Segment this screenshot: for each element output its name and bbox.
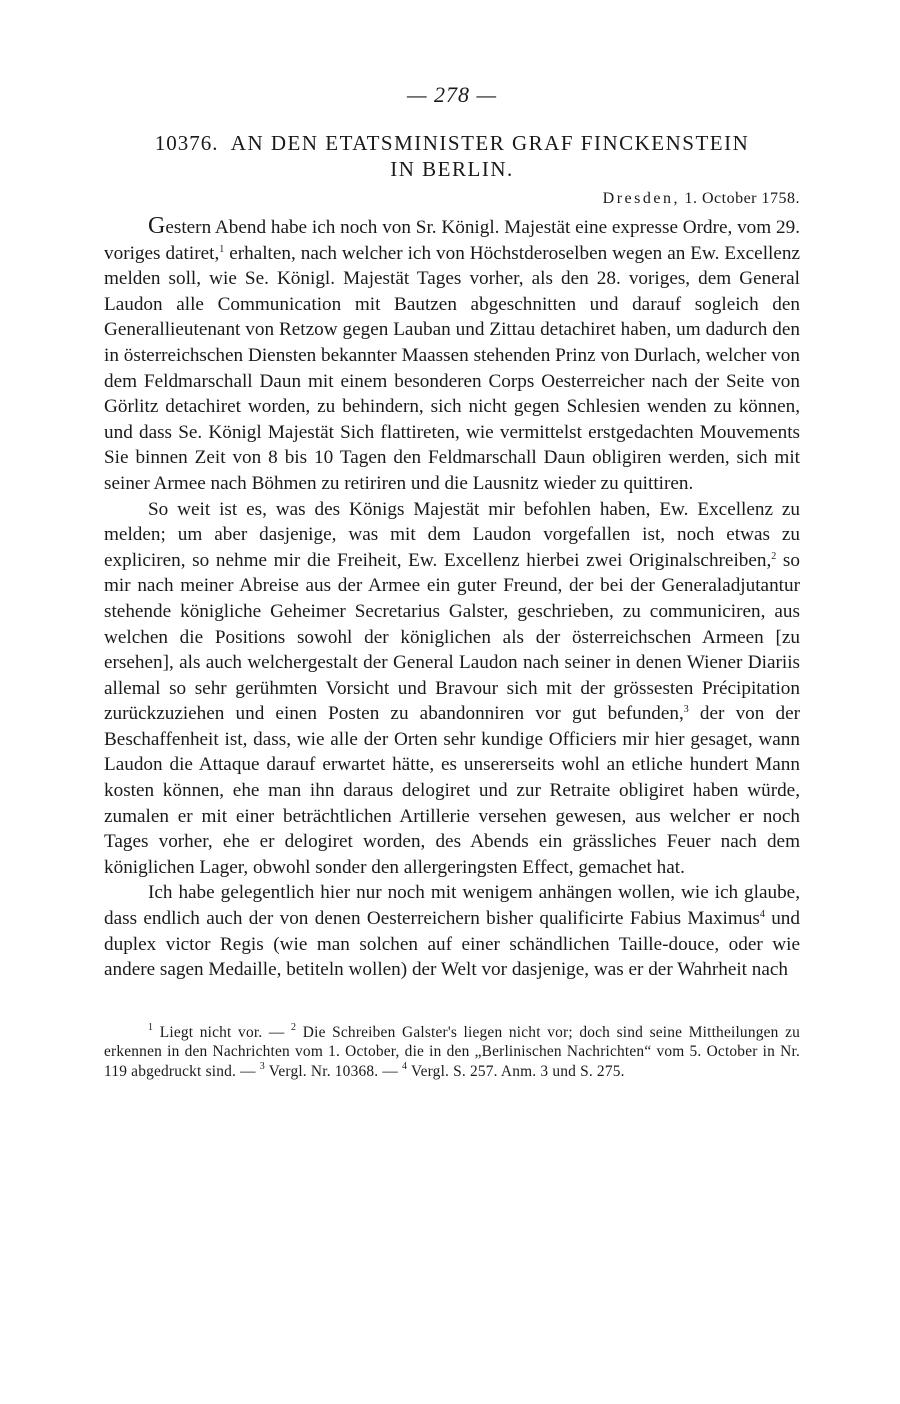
footnote-ref-2: 2 (771, 550, 777, 562)
footnote-block (104, 1023, 800, 1082)
footnotes (104, 1023, 800, 1082)
footnote-1: Liegt nicht vor. — (153, 1023, 292, 1041)
heading-title-2: IN BERLIN. (390, 157, 514, 181)
paragraph-1 (104, 214, 800, 497)
letter-heading (104, 130, 800, 182)
letter-body (104, 214, 800, 983)
footnote-marker-4: 4 (402, 1060, 408, 1072)
footnote-ref-4: 4 (759, 909, 765, 921)
paragraph-2-part-3: der von der Beschaffenheit ist, dass, wie alle der Orten sehr kundige Officiers mir hier gesaget, wann Laudon die Attaque darauf erwartet hätte, es unsererseits wohl an etliche hundert Mann kosten können, ehe man ihn daraus delogiret und zur Retraite obligiret haben würde, zumalen er mit einer beträchtlichen Artillerie versehen gewesen, aus welcher er noch Tages vorher, ehe er delogiret worden, des Abends ein grässliches Feuer nach dem königlichen Lager, obwohl sonder den allergeringsten Effect, gemachet hat. (104, 703, 800, 878)
paragraph-2-part-1: So weit ist es, was des Königs Majestät mir befohlen haben, Ew. Excellenz zu melden; um aber dasjenige, was mit dem Laudon vorgefallen ist, noch etwas zu expliciren, so nehme mir die Freiheit, Ew. Excellenz hierbei zwei Originalschreiben, (104, 498, 800, 571)
heading-title-1: AN DEN ETATSMINISTER GRAF FINCKENSTEIN (230, 131, 750, 155)
page-number: — 278 — (406, 82, 498, 107)
footnote-3: Vergl. Nr. 10368. — (264, 1062, 403, 1080)
footnote-ref-3: 3 (683, 704, 689, 716)
paragraph-3-part-2: und duplex victor Regis (wie man solchen auf einer schändlichen Taille-douce, oder wie andere sagen Medaille, betiteln wollen) der Welt vor dasjenige, was er der Wahrheit nach (104, 908, 800, 981)
paragraph-1-part-1: Gestern Abend habe ich noch von Sr. Königl. Majestät eine expresse Ordre, vom 29. voriges datiret, (104, 213, 800, 264)
footnote-marker-2: 2 (291, 1021, 297, 1033)
paragraph-3 (104, 880, 800, 982)
footnote-ref-1: 1 (219, 243, 225, 255)
document-page (104, 82, 800, 1081)
heading-line-1 (104, 130, 800, 156)
footnote-4: Vergl. S. 257. Anm. 3 und S. 275. (407, 1062, 625, 1080)
paragraph-3-part-1: Ich habe gelegentlich hier nur noch mit wenigem anhängen wollen, wie ich glaube, dass endlich auch der von denen Oesterreichern bisher qualificirte Fabius Maximus (104, 882, 800, 930)
footnote-marker-3: 3 (259, 1060, 265, 1072)
paragraph-2-part-2: so mir nach meiner Abreise aus der Armee ein guter Freund, der bei der Generaladjutantur stehende königliche Geheimer Secretarius Galster, geschrieben, zu communiciren, aus welchen die Positions sowohl der königlichen als der österreichschen Armeen [zu ersehen], als auch welchergestalt der General Laudon nach seiner in denen Wiener Diariis allemal so sehr gerühmten Vorsicht und Bravour sich mit der grössesten Précipitation zurückzuziehen und einen Posten zu abandonniren vor gut befunden, (104, 549, 800, 725)
footnote-marker-1: 1 (148, 1021, 154, 1033)
date-text: 1. October 1758. (684, 190, 800, 207)
date-place: Dresden, (602, 190, 680, 207)
letter-number: 10376. (154, 131, 219, 155)
paragraph-2 (104, 497, 800, 881)
footnote-2: Die Schreiben Galster's liegen nicht vor; doch sind seine Mittheilungen zu erkennen in den Nachrichten vom 1. October, die in den „Berlinischen Nachrichten“ vom 5. October in Nr. 119 abgedruckt sind. — (104, 1023, 800, 1080)
paragraph-1-part-2: erhalten, nach welcher ich von Höchstderoselben wegen an Ew. Excellenz melden soll, wie Se. Königl. Majestät Tages vorher, als den 28. voriges, dem General Laudon alle Communication mit Bautzen abgeschnitten und darauf sogleich den Generallieutenant von Retzow gegen Lauban und Zittau detachiret haben, um dadurch den in österreichschen Diensten bekannter Maassen stehenden Prinz von Durlach, welcher von dem Feldmarschall Daun mit einem besonderen Corps Oesterreicher nach der Seite von Görlitz detachiret worden, zu behindern, sich nicht gegen Schlesien wenden zu können, und dass Se. Königl Majestät Sich flattireten, wie vermittelst erstgedachten Mouvements Sie binnen Zeit von 8 bis 10 Tagen den Feldmarschall Daun obligiren werden, sich mit seiner Armee nach Böhmen zu retiriren und die Lausnitz wieder zu quittiren. (104, 242, 800, 494)
dateline (104, 190, 800, 208)
